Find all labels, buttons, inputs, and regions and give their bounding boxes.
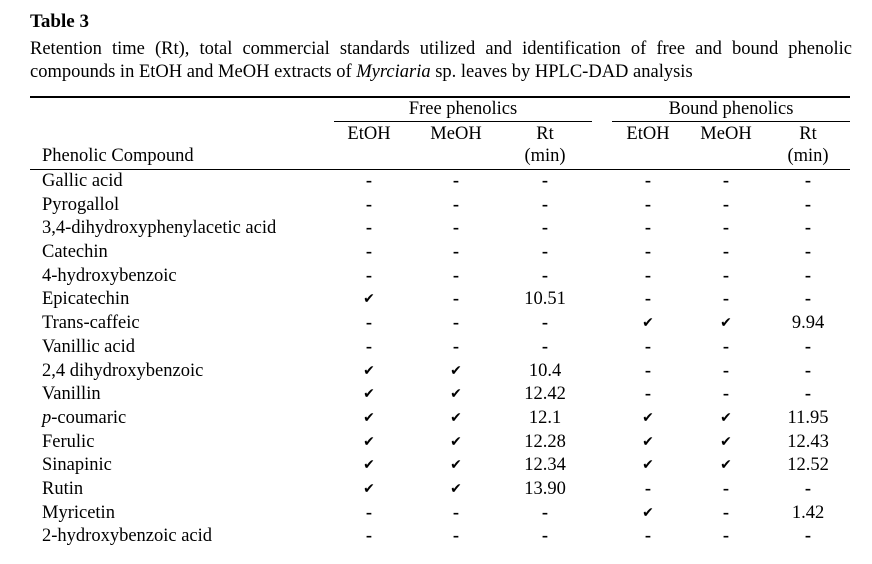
table-row [0, 525, 872, 549]
compound-name-cell [42, 194, 119, 218]
table-body [0, 170, 872, 549]
bound-etoh-cell: - [644, 336, 652, 357]
bound-meoh-cell: ✔ [720, 409, 732, 426]
bound-meoh-cell: ✔ [720, 315, 732, 332]
compound-name-text: Catechin [42, 242, 108, 263]
table-row [0, 431, 872, 455]
free-rt-cell: - [541, 336, 549, 357]
free-etoh-cell: - [365, 194, 373, 215]
bound-rt-cell: 11.95 [787, 407, 829, 428]
compound-name-text: 2-hydroxybenzoic acid [42, 526, 213, 547]
free-rt-header: Rt [536, 124, 554, 144]
free-meoh-cell: - [452, 289, 460, 310]
free-etoh-cell: ✔ [363, 362, 375, 379]
free-etoh-cell: ✔ [363, 386, 375, 403]
compound-name-cell [42, 265, 177, 289]
bound-meoh-header: MeOH [700, 124, 752, 144]
free-meoh-cell: ✔ [450, 480, 462, 497]
free-etoh-cell: - [365, 313, 373, 334]
free-rt-cell: 13.90 [524, 478, 566, 499]
compound-name-cell [42, 288, 129, 312]
compound-name-text: Vanillic acid [42, 336, 135, 357]
table-row [0, 360, 872, 384]
free-rt-cell: 12.28 [524, 431, 566, 452]
caption-genus: Myrciaria [356, 62, 431, 82]
free-rt-cell: - [541, 526, 549, 547]
table-row [0, 407, 872, 431]
bound-etoh-cell: - [644, 384, 652, 405]
free-rt-cell: - [541, 218, 549, 239]
free-meoh-cell: - [452, 265, 460, 286]
compound-name-cell [42, 241, 108, 265]
table-row [0, 288, 872, 312]
free-rt-cell: - [541, 313, 549, 334]
compound-name-cell [42, 360, 203, 384]
bound-meoh-cell: ✔ [720, 433, 732, 450]
table-row [0, 312, 872, 336]
free-phenolics-header: Free phenolics [408, 99, 518, 119]
free-etoh-cell: - [365, 242, 373, 263]
bound-etoh-cell: - [644, 265, 652, 286]
bound-etoh-cell: ✔ [642, 504, 654, 521]
table-row [0, 336, 872, 360]
compound-name-cell [42, 454, 112, 478]
bound-phenolics-header: Bound phenolics [668, 99, 794, 119]
compound-name-cell [42, 312, 140, 336]
bound-meoh-cell: - [722, 218, 730, 239]
free-rt-cell: 10.4 [528, 360, 562, 381]
bound-meoh-cell: - [722, 478, 730, 499]
caption-text-1: Retention time (Rt), total commercial standards utilized and identification of free and bound phenolic compounds in EtOH and MeOH extracts of [30, 39, 852, 82]
caption-text-2: sp. leaves by HPLC-DAD analysis [430, 62, 693, 82]
free-group-rule [334, 121, 592, 122]
bound-meoh-cell: - [722, 526, 730, 547]
bound-meoh-cell: - [722, 265, 730, 286]
compound-name-text: 3,4-dihydroxyphenylacetic acid [42, 218, 277, 239]
compound-name-cell [42, 407, 126, 431]
bound-etoh-cell: ✔ [642, 315, 654, 332]
free-etoh-cell: - [365, 265, 373, 286]
bound-etoh-header: EtOH [626, 124, 670, 144]
bound-meoh-cell: - [722, 242, 730, 263]
bound-etoh-cell: - [644, 218, 652, 239]
bound-etoh-cell: - [644, 526, 652, 547]
free-rt-cell: - [541, 242, 549, 263]
bound-rt-cell: - [804, 194, 812, 215]
bound-etoh-cell: - [644, 289, 652, 310]
free-meoh-cell: - [452, 171, 460, 191]
table-row [0, 478, 872, 502]
compound-name-text: Ferulic [42, 431, 95, 452]
compound-name-cell [42, 478, 83, 502]
free-rt-cell: 12.42 [524, 384, 566, 405]
compound-name-cell [42, 431, 94, 455]
compound-name-cell [42, 502, 115, 526]
bound-meoh-cell: - [722, 502, 730, 523]
free-meoh-cell: ✔ [450, 433, 462, 450]
free-rt-cell: 12.1 [528, 407, 562, 428]
free-rt-cell: - [541, 194, 549, 215]
free-etoh-cell: ✔ [363, 433, 375, 450]
bound-etoh-cell: - [644, 242, 652, 263]
free-etoh-cell: - [365, 526, 373, 547]
table-row [0, 170, 872, 194]
compound-name-cell [42, 170, 123, 194]
bound-group-rule [612, 121, 850, 122]
bound-rt-cell: - [804, 289, 812, 310]
bound-etoh-cell: - [644, 171, 652, 191]
compound-name-text: Trans-caffeic [42, 313, 140, 334]
free-etoh-cell: ✔ [363, 480, 375, 497]
free-rt-cell: 12.34 [524, 455, 566, 476]
free-etoh-cell: - [365, 336, 373, 357]
bound-etoh-cell: ✔ [642, 457, 654, 474]
free-rt-cell: - [541, 265, 549, 286]
compound-name-text: Myricetin [42, 502, 115, 523]
compound-name-cell [42, 336, 135, 360]
free-etoh-cell: ✔ [363, 457, 375, 474]
table-row [0, 241, 872, 265]
compound-name-text: 4-hydroxybenzoic [42, 265, 177, 286]
free-rt-cell: - [541, 502, 549, 523]
bound-rt-cell: 9.94 [791, 313, 825, 334]
compound-name-text: Gallic acid [42, 171, 123, 191]
free-rt-cell: - [541, 171, 549, 191]
bound-etoh-cell: ✔ [642, 433, 654, 450]
free-meoh-cell: - [452, 313, 460, 334]
bound-meoh-cell: - [722, 336, 730, 357]
free-meoh-cell: ✔ [450, 386, 462, 403]
bound-rt-cell: - [804, 360, 812, 381]
compound-column-header: Phenolic Compound [42, 146, 194, 166]
free-meoh-cell: - [452, 336, 460, 357]
compound-name-italic: p [42, 407, 52, 428]
free-meoh-cell: ✔ [450, 457, 462, 474]
bound-meoh-cell: - [722, 384, 730, 405]
bound-rt-cell: - [804, 336, 812, 357]
compound-name-text: Vanillin [42, 384, 101, 405]
bound-etoh-cell: - [644, 478, 652, 499]
free-meoh-header: MeOH [430, 124, 482, 144]
bound-meoh-cell: - [722, 289, 730, 310]
bound-rt-cell: - [804, 242, 812, 263]
table-row [0, 265, 872, 289]
bound-rt-cell: - [804, 384, 812, 405]
free-meoh-cell: - [452, 502, 460, 523]
table-row [0, 217, 872, 241]
bound-rt-cell: 12.43 [787, 431, 829, 452]
bound-rt-cell: - [804, 265, 812, 286]
free-rt-unit: (min) [524, 146, 566, 166]
table-row [0, 454, 872, 478]
compound-name-cell [42, 217, 276, 241]
bound-rt-unit: (min) [787, 146, 829, 166]
free-meoh-cell: ✔ [450, 409, 462, 426]
free-meoh-cell: - [452, 218, 460, 239]
bound-meoh-cell: - [722, 360, 730, 381]
compound-name-text: Sinapinic [42, 455, 112, 476]
bound-rt-cell: 12.52 [787, 455, 829, 476]
free-etoh-header: EtOH [347, 124, 391, 144]
free-meoh-cell: - [452, 242, 460, 263]
bound-rt-cell: - [804, 218, 812, 239]
free-etoh-cell: - [365, 502, 373, 523]
bound-meoh-cell: - [722, 194, 730, 215]
table-row [0, 383, 872, 407]
free-meoh-cell: - [452, 526, 460, 547]
bound-etoh-cell: ✔ [642, 409, 654, 426]
free-meoh-cell: - [452, 194, 460, 215]
bound-etoh-cell: - [644, 360, 652, 381]
compound-name-text: -coumaric [51, 407, 127, 428]
bound-rt-header: Rt [799, 124, 817, 144]
bound-rt-cell: - [804, 478, 812, 499]
bound-meoh-cell: ✔ [720, 457, 732, 474]
table-label: Table 3 [30, 11, 89, 32]
free-etoh-cell: ✔ [363, 409, 375, 426]
compound-name-cell [42, 525, 212, 549]
free-rt-cell: 10.51 [524, 289, 566, 310]
table-row [0, 502, 872, 526]
table-caption [30, 38, 852, 84]
compound-name-text: Pyrogallol [42, 194, 120, 215]
bound-etoh-cell: - [644, 194, 652, 215]
compound-name-text: Epicatechin [42, 289, 130, 310]
bound-rt-cell: - [804, 526, 812, 547]
bound-meoh-cell: - [722, 171, 730, 191]
bound-rt-cell: - [804, 171, 812, 191]
free-etoh-cell: - [365, 171, 373, 191]
compound-name-text: Rutin [42, 478, 84, 499]
bound-rt-cell: 1.42 [791, 502, 825, 523]
free-etoh-cell: ✔ [363, 291, 375, 308]
free-etoh-cell: - [365, 218, 373, 239]
table-row [0, 194, 872, 218]
compound-name-text: 2,4 dihydroxybenzoic [42, 360, 204, 381]
free-meoh-cell: ✔ [450, 362, 462, 379]
compound-name-cell [42, 383, 101, 407]
